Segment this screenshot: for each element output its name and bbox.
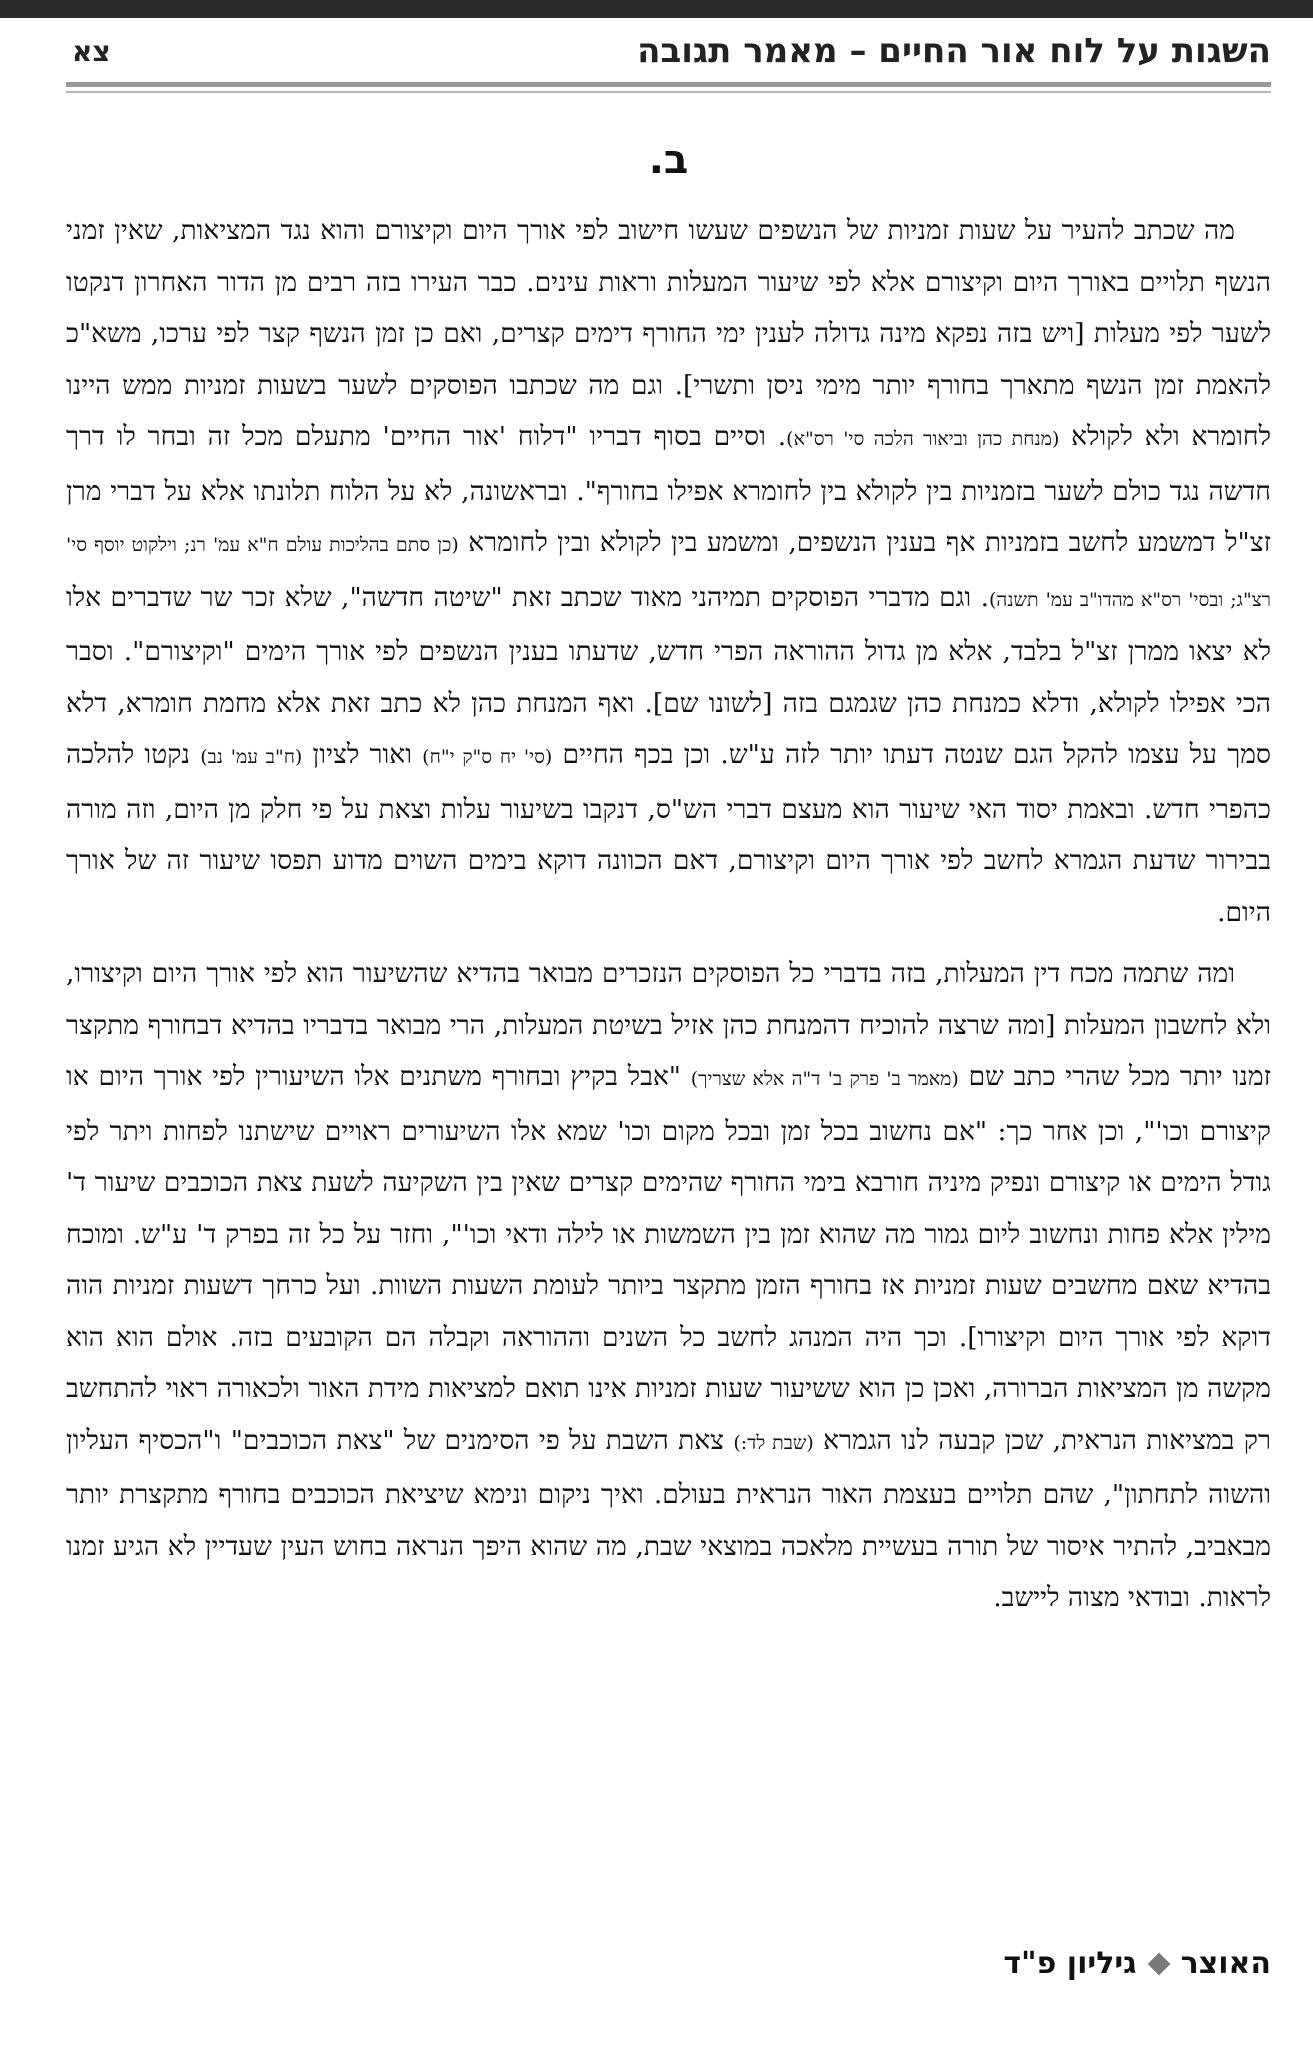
paragraph-2: [66, 948, 1271, 1624]
citation-text: (מאמר ב' פרק ב' ד"ה אלא שצריך): [690, 1068, 959, 1090]
body-run: ומה שתמה מכח דין המעלות, בזה בדברי כל הפוסקים הנזכרים מבואר בהדיא שהשיעור הוא לפי אורך היום וקיצורו, ולא לחשבון המעלות [ומה שרצה להוכיח דהמנחת כהן אזיל בשיטת המעלות, הרי מבואר בדבריו בהדיא דבחורף מתקצר זמנו יותר מכל שהרי כתב שם: [66, 958, 1271, 1092]
journal-name: האוצר: [1180, 1946, 1271, 1981]
body-run: נקטו להלכה כהפרי חדש. ובאמת יסוד האי שיעור הוא מעצם דברי הש"ס, דנקבו בשיעור עלות וצאת על פי חלק מן היום, וזה מורה בבירור שדעת הגמרא לחשב לפי אורך היום וקיצורם, דאם הכוונה דוקא בימים השוים מדוע תפסו שיעור זה של אורך היום.: [66, 739, 1271, 928]
diamond-icon: [1147, 1952, 1170, 1975]
page-number: צא: [72, 34, 111, 68]
body-run: צאת השבת על פי הסימנים של "צאת הכוכבים" ו"הכסיף העליון והשוה לתחתון", שהם תלויים בעצמת האור הנראית בעולם. ואיך ניקום ונימא שיציאת הכוכבים בחורף מתקצרת יותר מבאביב, להתיר איסור של תורה בעשיית מלאכה במוצאי שבת, מה שהוא היפך הנראה בחוש העין שעדיין לא הגיע זמנו לראות. ובודאי מצוה ליישב.: [66, 1424, 1271, 1613]
section-heading: ב.: [648, 137, 689, 183]
body-run: "אבל בקיץ ובחורף משתנים אלו השיעורין לפי אורך היום או קיצורם וכו'", וכן אחר כך: "אם נחשוב בכל זמן ובכל מקום וכו' שמא אלו השיעורים ראויים שישתנו לפחות ויתר לפי גודל הימים או קיצורם ונפיק מיניה חורבא בימי החורף שהימים קצרים שאין בין השקיעה לשעת צאת הכוכבים שיעור ד' מילין אלא פחות ונחשוב ליום גמור מה שהוא זמן בין השמשות או לילה ודאי וכו'", וחזר על כל זה בפרק ד' ע"ש. ומוכח בהדיא שאם מחשבים שעות זמניות אז בחורף הזמן מתקצר ביותר לעומת השעות השוות. ועל כרחך דשעות זמניות הוה דוקא לפי אורך היום וקיצורו]. וכך היה המנהג לחשב כל השנים וההוראה וקבלה הם הקובעים בזה. אולם הוא הוא מקשה מן המציאות הברורה, ואכן כן הוא ששיעור שעות זמניות אינו תואם למציאות מידת האור ולכאורה ראוי להתחשב רק במציאות הנראית, שכן קבעה לנו הגמרא: [66, 1061, 1271, 1456]
citation-text: (סי' יח ס"ק י"ח): [422, 746, 553, 768]
body-run: . וסיים בסוף דבריו "דלוח 'אור החיים' מתעלם מכל זה ובחר לו דרך חדשה נגד כולם לשער בזמניות בין לקולא בין לחומרא אפילו בחורף". ובראשונה, לא על הלוח תלונתו אלא על דברי מרן זצ"ל דמשמע לחשב בזמניות אף בענין הנשפים, ומשמע בין לקולא ובין לחומרא: [66, 421, 1271, 558]
document-page: [66, 18, 1271, 2018]
header-rule-thick: [66, 82, 1271, 87]
paragraph-1: [66, 205, 1271, 938]
running-title: השגות על לוח אור החיים – מאמר תגובה: [637, 31, 1271, 71]
header-rule-thin: [66, 91, 1271, 93]
body-run: . וגם מדברי הפוסקים תמיהני מאוד שכתב זאת "שיטה חדשה", שלא זכר שר שדברים אלו לא יצאו ממרן זצ"ל בלבד, אלא מן גדול ההוראה הפרי חדש, שדעתו בענין הנשפים לפי אורך הימים "וקיצורם". וסבר הכי אפילו לקולא, ודלא כמנחת כהן שגמגם בזה [לשונו שם]. ואף המנחת כהן לא כתב זאת אלא מחמת חומרא, דלא סמך על עצמו להקל הגם שנטה דעתו יותר לזה ע"ש. וכן בכף החיים: [66, 581, 1272, 770]
body-text: [66, 205, 1271, 1624]
citation-text: (שבת לד:): [733, 1431, 814, 1454]
top-edge-bar: [0, 0, 1313, 18]
running-header: [66, 22, 1271, 80]
issue-number: גיליון פ"ד: [1003, 1946, 1137, 1981]
page-footer: [1003, 1946, 1271, 1981]
citation-text: (מנחת כהן וביאור הלכה סי' רס"א): [786, 428, 1060, 450]
body-run: ואור לציון: [302, 739, 423, 770]
citation-text: (ח"ב עמ' נב): [200, 746, 303, 768]
body-run: מה שכתב להעיר על שעות זמניות של הנשפים שעשו חישוב לפי אורך היום וקיצורם והוא נגד המציאות, שאין זמני הנשף תלויים באורך היום וקיצורם אלא לפי שיעור המעלות וראות עינים. כבר העירו בזה רבים מן הדור האחרון דנקטו לשער לפי מעלות [ויש בזה נפקא מינה גדולה לענין ימי החורף דימים קצרים, ואם כן זמן הנשף קצר לפי ערכו, משא"כ להאמת זמן הנשף מתארך בחורף יותר מימי ניסן ותשרי]. וגם מה שכתבו הפוסקים לשער בשעות זמניות ממש היינו לחומרא ולא לקולא: [66, 215, 1272, 452]
citation-text: (כן סתם בהליכות עולם ח"א עמ' רנ; וילקוט יוסף סי' רצ"ג; ובסי' רס"א מהדו"ב עמ' תשנה): [66, 534, 1271, 611]
